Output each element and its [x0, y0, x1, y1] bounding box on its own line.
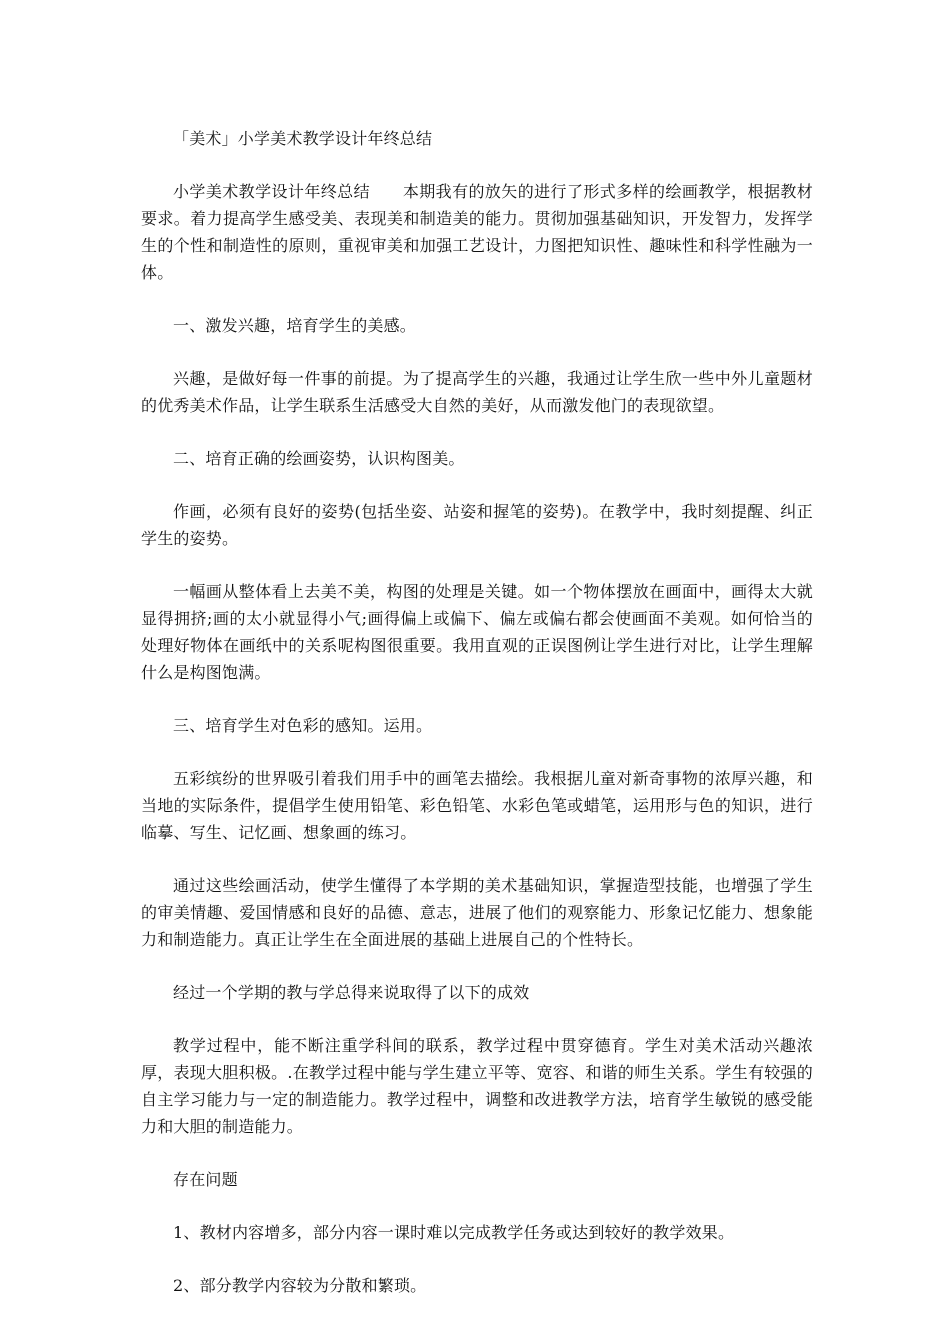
- paragraph: 一幅画从整体看上去美不美，构图的处理是关键。如一个物体摆放在画面中，画得太大就显得拥挤;画的太小就显得小气;画得偏上或偏下、偏左或偏右都会使画面不美观。如何恰当的处理好物体在画纸中的关系呢构图很重要。我用直观的正误图例让学生进行对比，让学生理解什么是构图饱满。: [141, 582, 813, 682]
- problem-item-1: 1、教材内容增多，部分内容一课时难以完成教学任务或达到较好的教学效果。: [173, 1223, 735, 1242]
- paragraph: 教学过程中，能不断注重学科间的联系，教学过程中贯穿德育。学生对美术活动兴趣浓厚，表现大胆积极。.在教学过程中能与学生建立平等、宽容、和谐的师生关系。学生有较强的自主学习能力与一定的制造能力。教学过程中，调整和改进教学方法，培育学生敏锐的感受能力和大胆的制造能力。: [141, 1036, 813, 1136]
- results-heading: 经过一个学期的教与学总得来说取得了以下的成效: [173, 983, 530, 1002]
- section-heading-3: 三、培育学生对色彩的感知。运用。: [173, 716, 433, 735]
- document-title: 「美术」小学美术教学设计年终总结: [173, 129, 433, 148]
- paragraph: 通过这些绘画活动，使学生懂得了本学期的美术基础知识，掌握造型技能，也增强了学生的审美情趣、爱国情感和良好的品德、意志，进展了他们的观察能力、形象记忆能力、想象能力和制造能力。真正让学生在全面进展的基础上进展自己的个性特长。: [141, 876, 813, 949]
- paragraph-intro: 小学美术教学设计年终总结 本期我有的放矢的进行了形式多样的绘画教学，根据教材要求。着力提高学生感受美、表现美和制造美的能力。贯彻加强基础知识，开发智力，发挥学生的个性和制造性的原则，重视审美和加强工艺设计，力图把知识性、趣味性和科学性融为一体。: [141, 182, 813, 282]
- paragraph: 作画，必须有良好的姿势(包括坐姿、站姿和握笔的姿势)。在教学中，我时刻提醒、纠正学生的姿势。: [141, 502, 813, 548]
- paragraph: 五彩缤纷的世界吸引着我们用手中的画笔去描绘。我根据儿童对新奇事物的浓厚兴趣，和当地的实际条件，提倡学生使用铅笔、彩色铅笔、水彩色笔或蜡笔，运用形与色的知识，进行临摹、写生、记忆画、想象画的练习。: [141, 769, 813, 842]
- section-heading-2: 二、培育正确的绘画姿势，认识构图美。: [173, 449, 465, 468]
- problem-item-2: 2、部分教学内容较为分散和繁琐。: [173, 1276, 427, 1295]
- problems-heading: 存在问题: [173, 1170, 238, 1189]
- document-body: [141, 125, 813, 1325]
- paragraph: 兴趣，是做好每一件事的前提。为了提高学生的兴趣，我通过让学生欣一些中外儿童题材的优秀美术作品，让学生联系生活感受大自然的美好，从而激发他门的表现欲望。: [141, 369, 813, 415]
- section-heading-1: 一、激发兴趣，培育学生的美感。: [173, 316, 417, 335]
